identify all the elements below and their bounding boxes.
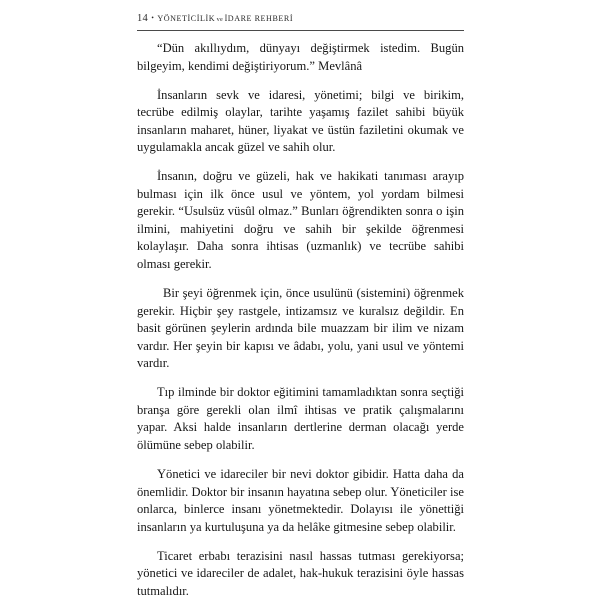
header-rule-divider [137, 30, 464, 31]
running-head [137, 13, 463, 30]
running-head-title-second: İDARE REHBERİ [224, 14, 294, 23]
page-number: 14 [137, 13, 148, 24]
paragraph-3: İnsanın, doğru ve güzeli, hak ve hakikati tanıması arayıp bulması için ilk önce usul ve yöntem, yol yordam bilmesi gerekir. “Usulsüz vüsûl olmaz.” Bunları öğrendikten sonra o işin ilmini, mahiyetini doğru ve sahih bir şekilde öğrenmesi kolaylaşır. Daha sonra ihtisas (uzmanlık) ve tecrübe sahibi olması gerekir. [137, 169, 464, 272]
paragraph-quote: “Dün akıllıydım, dünyayı değiştirmek istedim. Bugün bilgeyim, kendimi değiştiriyorum.” Mevlânâ [137, 41, 464, 73]
running-head-conjunction: ve [216, 16, 224, 23]
paragraph-6: Yönetici ve idareciler bir nevi doktor gibidir. Hatta daha da önemlidir. Doktor bir insanın hayatına sebep olur. Yöneticiler ise onlarca, binlerce insanı yönetmektedir. Dolayısı ile yönettiği insanların ya kurtuluşuna ya da helâke gitmesine sebep olabilir. [137, 466, 464, 534]
paragraph-5: Tıp ilminde bir doktor eğitimini tamamladıktan sonra seçtiği branşa göre gerekli olan ilmî ihtisas ve pratik çalışmalarını yapar. Aksi halde insanların dertlerine derman olacağı yerde ölümüne sebep olabilir. [137, 385, 464, 452]
running-head-line [137, 13, 463, 24]
paragraph-7: Ticaret erbabı terazisini nasıl hassas tutması gerekiyorsa; yönetici ve idareciler de adalet, hak-hukuk terazisini öyle hassas tutmalıdır. [137, 548, 464, 598]
paragraph-2: İnsanların sevk ve idaresi, yönetimi; bilgi ve birikim, tecrübe edilmiş olaylar, tarihte yaşamış fazilet sahibi büyük insanların maharet, hüner, liyakat ve üstün faziletini okumak ve uygulamakla ancak güzel ve sahih olur. [137, 87, 464, 155]
bullet-separator-icon: • [151, 13, 154, 22]
running-head-title-first: YÖNETİCİLİK [157, 14, 216, 23]
paragraph-4: Bir şeyi öğrenmek için, önce usulünü (sistemini) öğrenmek gerekir. Hiçbir şey rastgele, intizamsız ve kuralsız değildir. En basit görünen şeylerin ardında bile muazzam bir ilim ve nizam vardır. Her şeyin bir kapısı ve âdabı, yolu, yani usul ve yöntemi vardır. [137, 286, 464, 371]
body-text-block [137, 40, 464, 600]
